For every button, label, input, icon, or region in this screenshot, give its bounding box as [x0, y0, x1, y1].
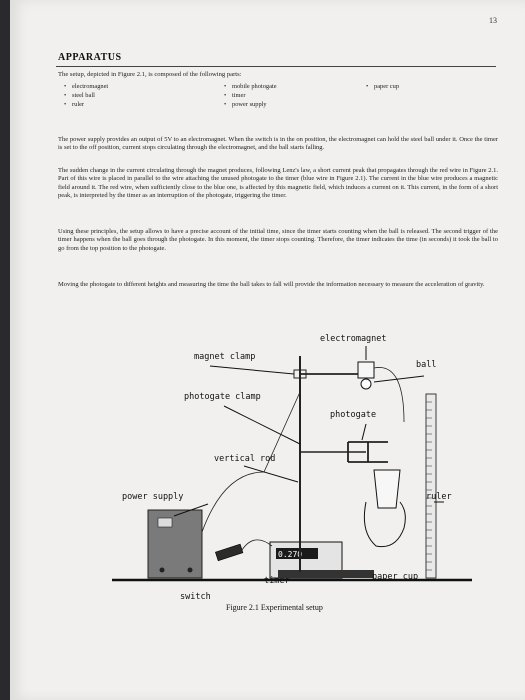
- wire: [242, 540, 272, 550]
- steel-ball: [361, 379, 371, 389]
- hand-sketch: [364, 502, 405, 547]
- paragraph: The power supply provides an output of 5V to an electromagnet. When the switch is in the on position, the electromagnet can hold the steel ball under it. Once the timer is set to the off position, current stops circulating through the electromagnet, and the ball starts falling.: [58, 136, 498, 152]
- list-item: • ruler: [72, 101, 84, 108]
- page-number: 13: [489, 16, 497, 25]
- setup-illustration: [104, 332, 476, 622]
- wire: [374, 367, 404, 422]
- stand-base: [278, 570, 374, 578]
- label-vertical-rod: vertical rod: [214, 454, 276, 464]
- document-page: [10, 0, 525, 700]
- timer-readout: 0.270: [278, 550, 303, 559]
- list-item: • paper cup: [374, 83, 399, 90]
- label-photogate-clamp: photogate clamp: [184, 392, 261, 402]
- label-ruler: ruler: [426, 492, 452, 502]
- list-item: • electromagnet: [72, 83, 108, 90]
- list-item: • steel ball: [72, 92, 95, 99]
- label-arrows: [174, 346, 444, 516]
- ruler: [426, 394, 436, 578]
- label-ball: ball: [416, 360, 437, 370]
- power-supply-knob: [188, 568, 193, 573]
- power-supply-display: [158, 518, 172, 527]
- intro-text: The setup, depicted in Figure 2.1, is composed of the following parts:: [58, 71, 242, 78]
- label-magnet-clamp: magnet clamp: [194, 352, 256, 362]
- power-supply-box: [148, 510, 202, 578]
- electromagnet-body: [358, 362, 374, 378]
- paragraph: The sudden change in the current circulating through the magnet produces, following Lenz's law, a short current peak that propagates through the red wire in Figure 2.1. Part of this wire is placed in parallel to the wire attaching the unused photogate to the timer (blue wire in Figure 2.1). The current in the blue wire produces a magnetic field around it. The red wire, when sufficiently close to the blue one, is affected by this magnetic field, which induces a current on it. This current, in the form of a short peak, is interpreted by the timer as an interruption of the photogate, triggering the timer.: [58, 167, 498, 200]
- paper-cup: [374, 470, 400, 508]
- label-timer: timer: [264, 576, 290, 586]
- heading-rule: [56, 66, 496, 67]
- paragraph: Using these principles, the setup allows to have a precise account of the initial time, since the timer starts counting when the ball is released. The second trigger of the timer happens when the ball goes through the photogate. In this moment, the timer stops counting. Therefore, the timer indicates the time (in seconds) it took the ball to go from the top position to the photogate.: [58, 228, 498, 252]
- list-item: • power supply: [232, 101, 267, 108]
- paragraph: Moving the photogate to different heights and measuring the time the ball takes to fall will provide the information necessary to measure the acceleration of gravity.: [58, 281, 485, 288]
- power-supply-knob: [160, 568, 165, 573]
- label-switch: switch: [180, 592, 211, 602]
- list-item: • timer: [232, 92, 246, 99]
- figure-caption: Figure 2.1 Experimental setup: [226, 603, 323, 612]
- label-paper-cup: paper cup: [372, 572, 419, 582]
- section-heading: APPARATUS: [58, 52, 122, 63]
- experimental-setup-figure: [104, 332, 476, 622]
- label-photogate: photogate: [330, 410, 377, 420]
- label-electromagnet: electromagnet: [320, 334, 387, 344]
- list-item: • mobile photogate: [232, 83, 277, 90]
- label-power-supply: power supply: [122, 492, 184, 502]
- switch-body: [215, 544, 243, 561]
